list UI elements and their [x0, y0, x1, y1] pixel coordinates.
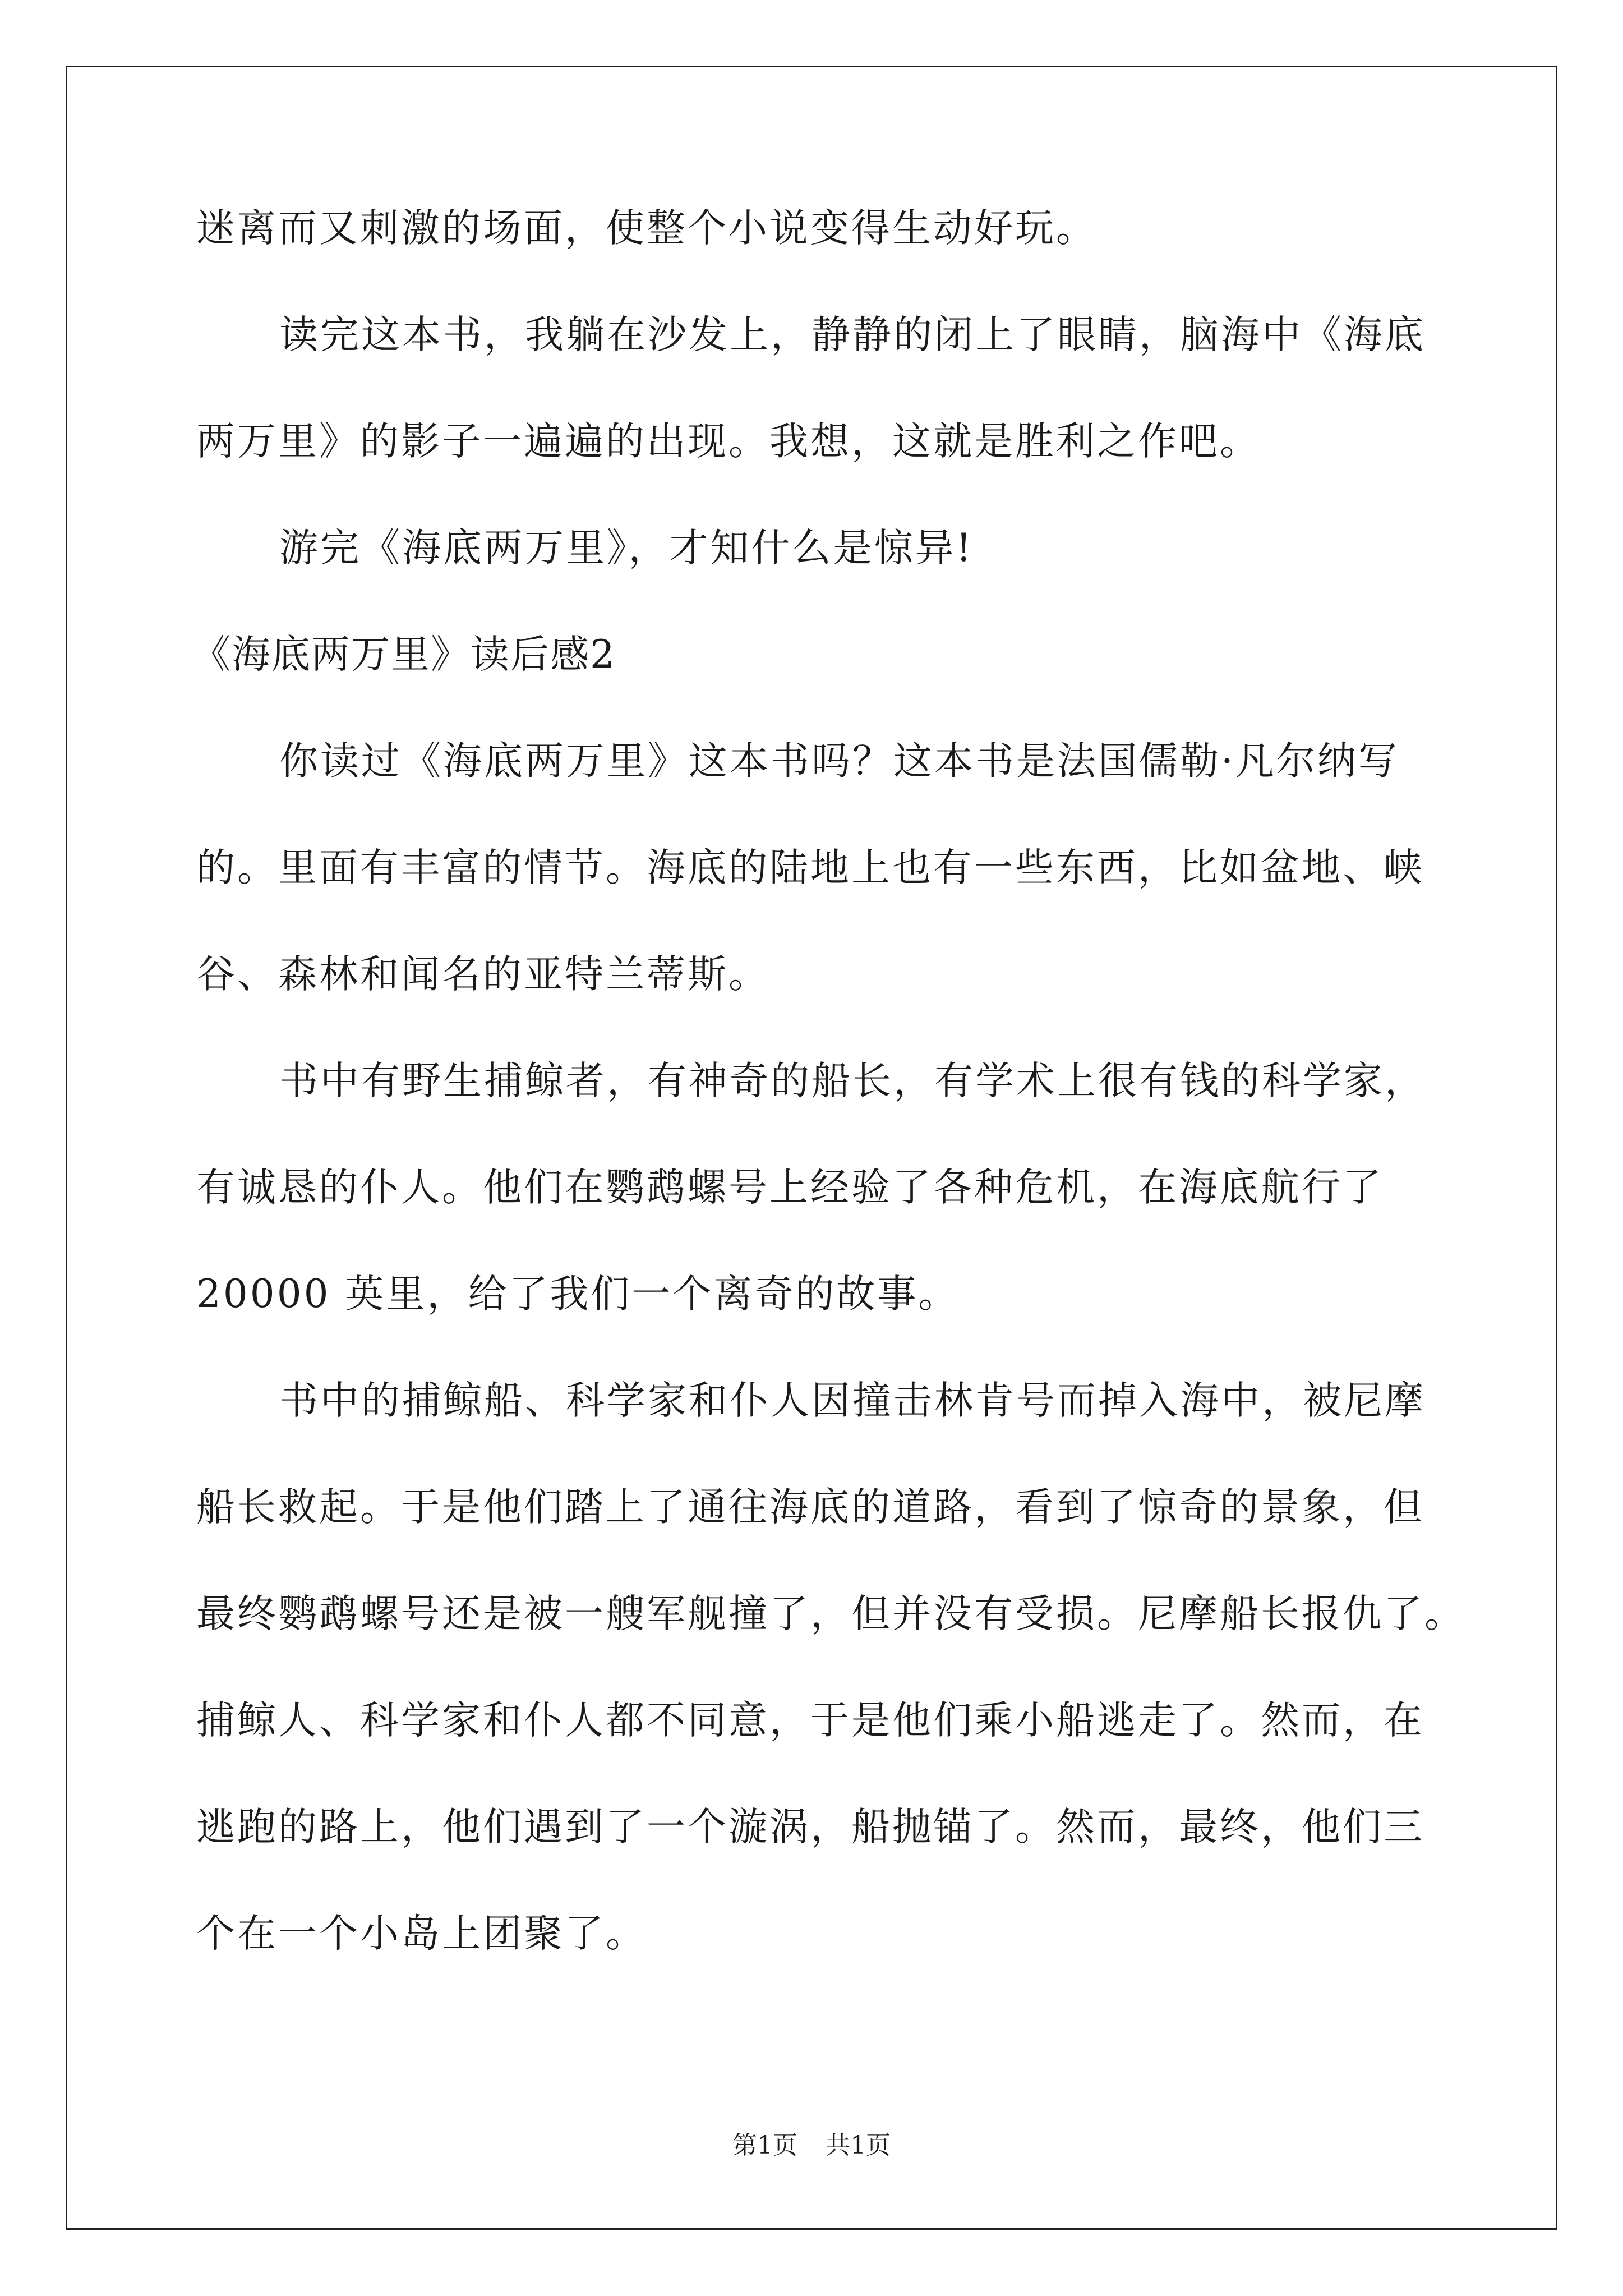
paragraph-line: 迷离而又刺激的场面，使整个小说变得生动好玩。 — [196, 206, 1097, 251]
paragraph-line: 船长救起。于是他们踏上了通往海底的道路，看到了惊奇的景象，但 — [196, 1485, 1424, 1530]
page-footer — [0, 2129, 1623, 2162]
page-number: 第1页 — [732, 2131, 797, 2160]
paragraph-line: 谷、森林和闻名的亚特兰蒂斯。 — [196, 952, 769, 997]
page-total: 共1页 — [826, 2131, 891, 2160]
paragraph-line: 你读过《海底两万里》这本书吗？这本书是法国儒勒·凡尔纳写 — [279, 739, 1399, 784]
paragraph-line: 有诚恳的仆人。他们在鹦鹉螺号上经验了各种危机，在海底航行了 — [196, 1165, 1384, 1210]
paragraph-line: 捕鲸人、科学家和仆人都不同意，于是他们乘小船逃走了。然而，在 — [196, 1698, 1424, 1743]
paragraph-line: 的。里面有丰富的情节。海底的陆地上也有一些东西，比如盆地、峡 — [196, 845, 1424, 890]
paragraph-line: 读完这本书，我躺在沙发上，静静的闭上了眼睛，脑海中《海底 — [279, 312, 1426, 357]
paragraph-line: 逃跑的路上，他们遇到了一个漩涡，船抛锚了。然而，最终，他们三 — [196, 1805, 1424, 1849]
paragraph-line: 两万里》的影子一遍遍的出现。我想，这就是胜利之作吧。 — [196, 419, 1261, 464]
document-body — [192, 202, 1465, 2014]
paragraph-line: 书中的捕鲸船、科学家和仆人因撞击林肯号而掉入海中，被尼摩 — [279, 1378, 1426, 1423]
paragraph-line: 20000 英里，给了我们一个离奇的故事。 — [196, 1272, 960, 1317]
paragraph-line: 最终鹦鹉螺号还是被一艘军舰撞了，但并没有受损。尼摩船长报仇了。 — [196, 1591, 1465, 1636]
section-heading: 《海底两万里》读后感2 — [192, 632, 616, 677]
paragraph-line: 游完《海底两万里》，才知什么是惊异! — [279, 526, 974, 570]
paragraph-line: 个在一个小岛上团聚了。 — [196, 1911, 647, 1956]
paragraph-line: 书中有野生捕鲸者，有神奇的船长，有学术上很有钱的科学家， — [279, 1059, 1426, 1103]
